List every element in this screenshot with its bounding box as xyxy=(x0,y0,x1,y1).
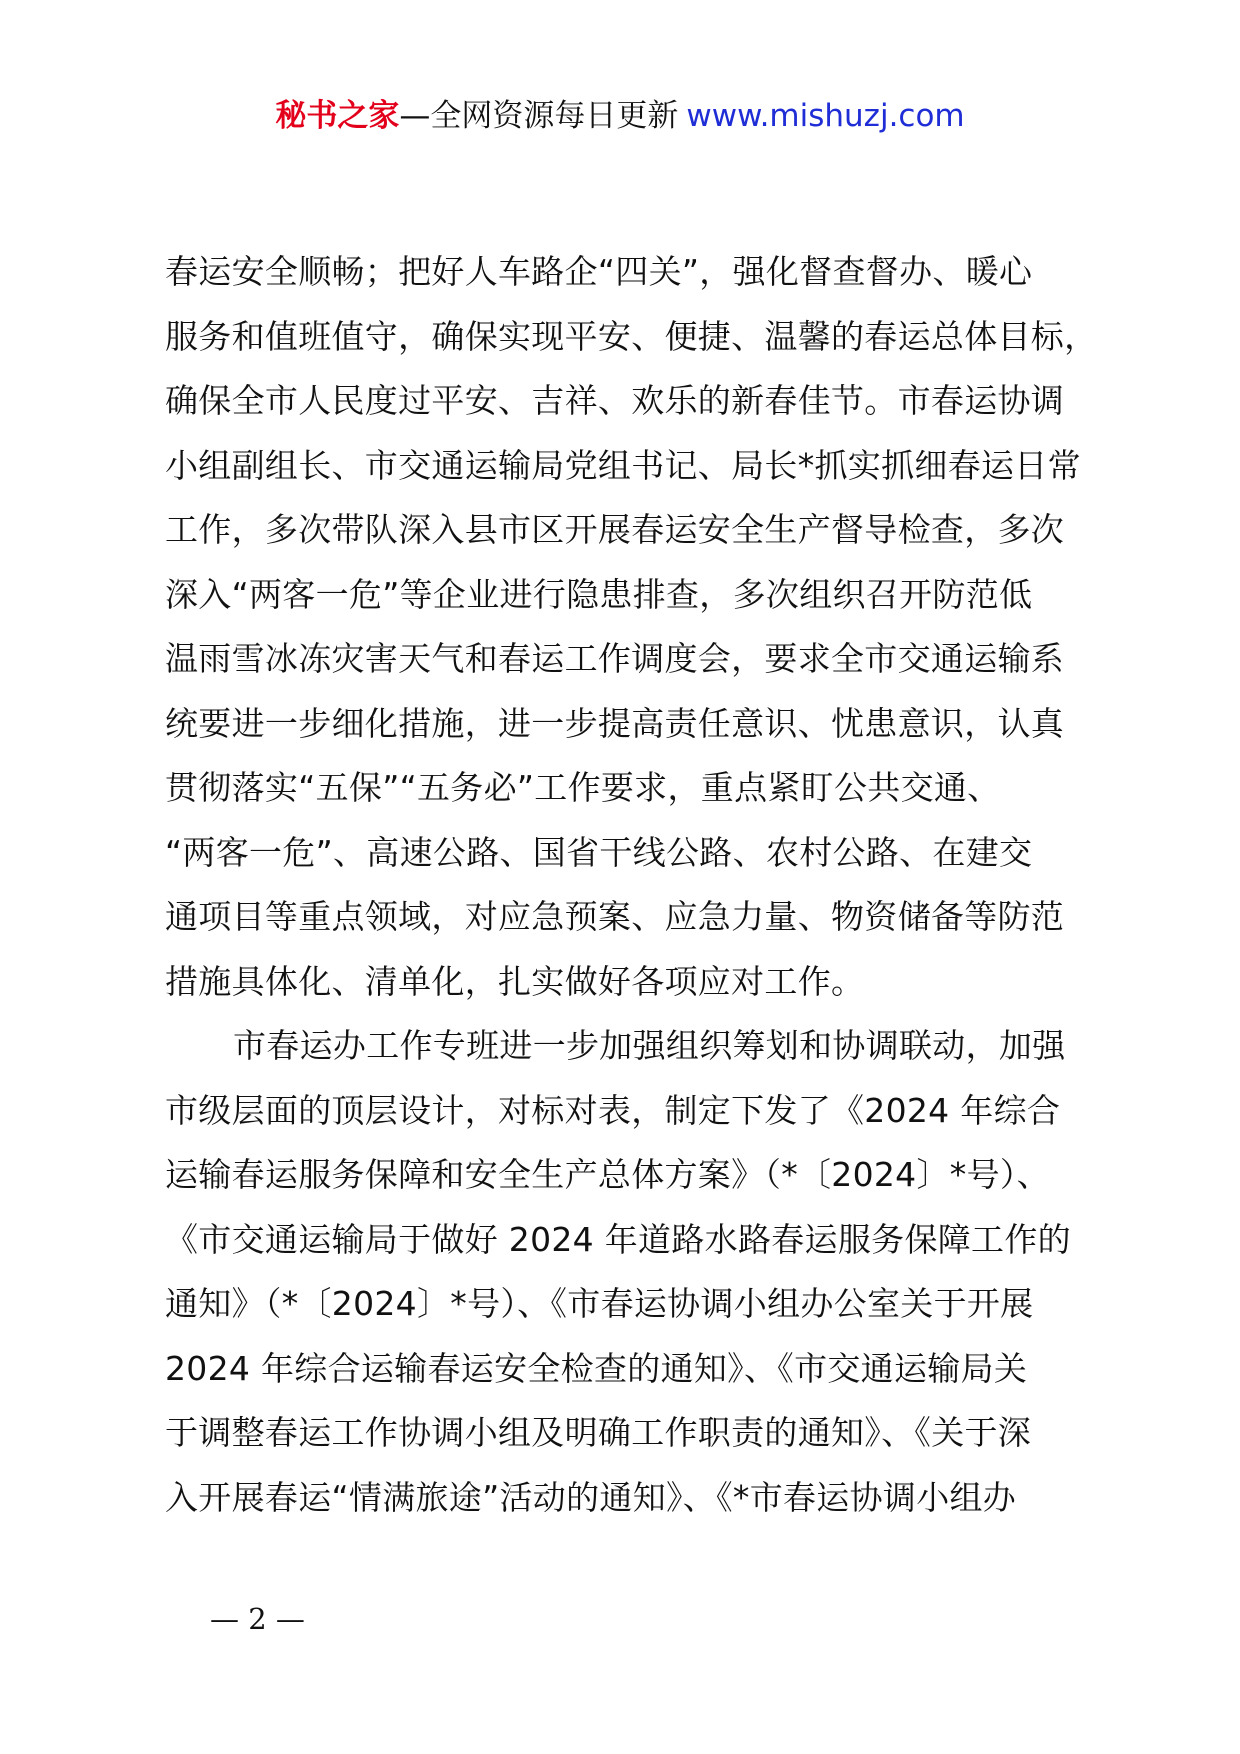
document-body xyxy=(165,240,1098,1530)
page-header xyxy=(0,96,1240,136)
body-line: 措施具体化、清单化，扎实做好各项应对工作。 xyxy=(165,961,865,1001)
body-line: 服务和值班值守，确保实现平安、便捷、温馨的春运总体目标， xyxy=(165,316,1098,356)
paragraph-start-line: 市春运办工作专班进一步加强组织筹划和协调联动，加强 xyxy=(233,1026,1066,1065)
body-line: 贯彻落实“五保”“五务必”工作要求，重点紧盯公共交通、 xyxy=(165,768,1001,807)
body-line: 通项目等重点领域，对应急预案、应急力量、物资储备等防范 xyxy=(165,897,1065,936)
header-slogan: —全网资源每日更新 xyxy=(399,98,679,134)
brand-name: 秘书之家 xyxy=(275,98,400,134)
body-line: 确保全市人民度过平安、吉祥、欢乐的新春佳节。市春运协调 xyxy=(165,381,1065,420)
body-line: 春运安全顺畅；把好人车路企“四关”，强化督查督办、暖心 xyxy=(165,252,1033,291)
body-line: 入开展春运“情满旅途”活动的通知》、《*市春运协调小组办 xyxy=(165,1477,1017,1517)
body-line: 深入“两客一危”等企业进行隐患排查，多次组织召开防范低 xyxy=(165,574,1033,614)
body-line: 小组副组长、市交通运输局党组书记、局长*抓实抓细春运日常 xyxy=(165,445,1081,485)
body-line: 市级层面的顶层设计，对标对表，制定下发了《2024 年综合 xyxy=(165,1090,1061,1130)
body-line: 工作，多次带队深入县市区开展春运安全生产督导检查，多次 xyxy=(165,510,1065,549)
body-line: 温雨雪冰冻灾害天气和春运工作调度会，要求全市交通运输系 xyxy=(165,639,1065,678)
body-line: “两客一危”、高速公路、国省干线公路、农村公路、在建交 xyxy=(165,832,1033,872)
page-number: — 2 — xyxy=(210,1602,305,1636)
body-line: 通知》（*〔2024〕*号）、《市春运协调小组办公室关于开展 xyxy=(165,1284,1034,1323)
body-line: 2024 年综合运输春运安全检查的通知》、《市交通运输局关 xyxy=(165,1348,1028,1388)
body-line: 《市交通运输局于做好 2024 年道路水路春运服务保障工作的 xyxy=(165,1219,1071,1259)
body-line: 运输春运服务保障和安全生产总体方案》（*〔2024〕*号）、 xyxy=(165,1155,1050,1194)
site-url-link[interactable]: www.mishuzj.com xyxy=(686,98,965,134)
body-line: 于调整春运工作协调小组及明确工作职责的通知》、《关于深 xyxy=(165,1413,1032,1452)
body-line: 统要进一步细化措施，进一步提高责任意识、忧患意识，认真 xyxy=(165,703,1065,743)
